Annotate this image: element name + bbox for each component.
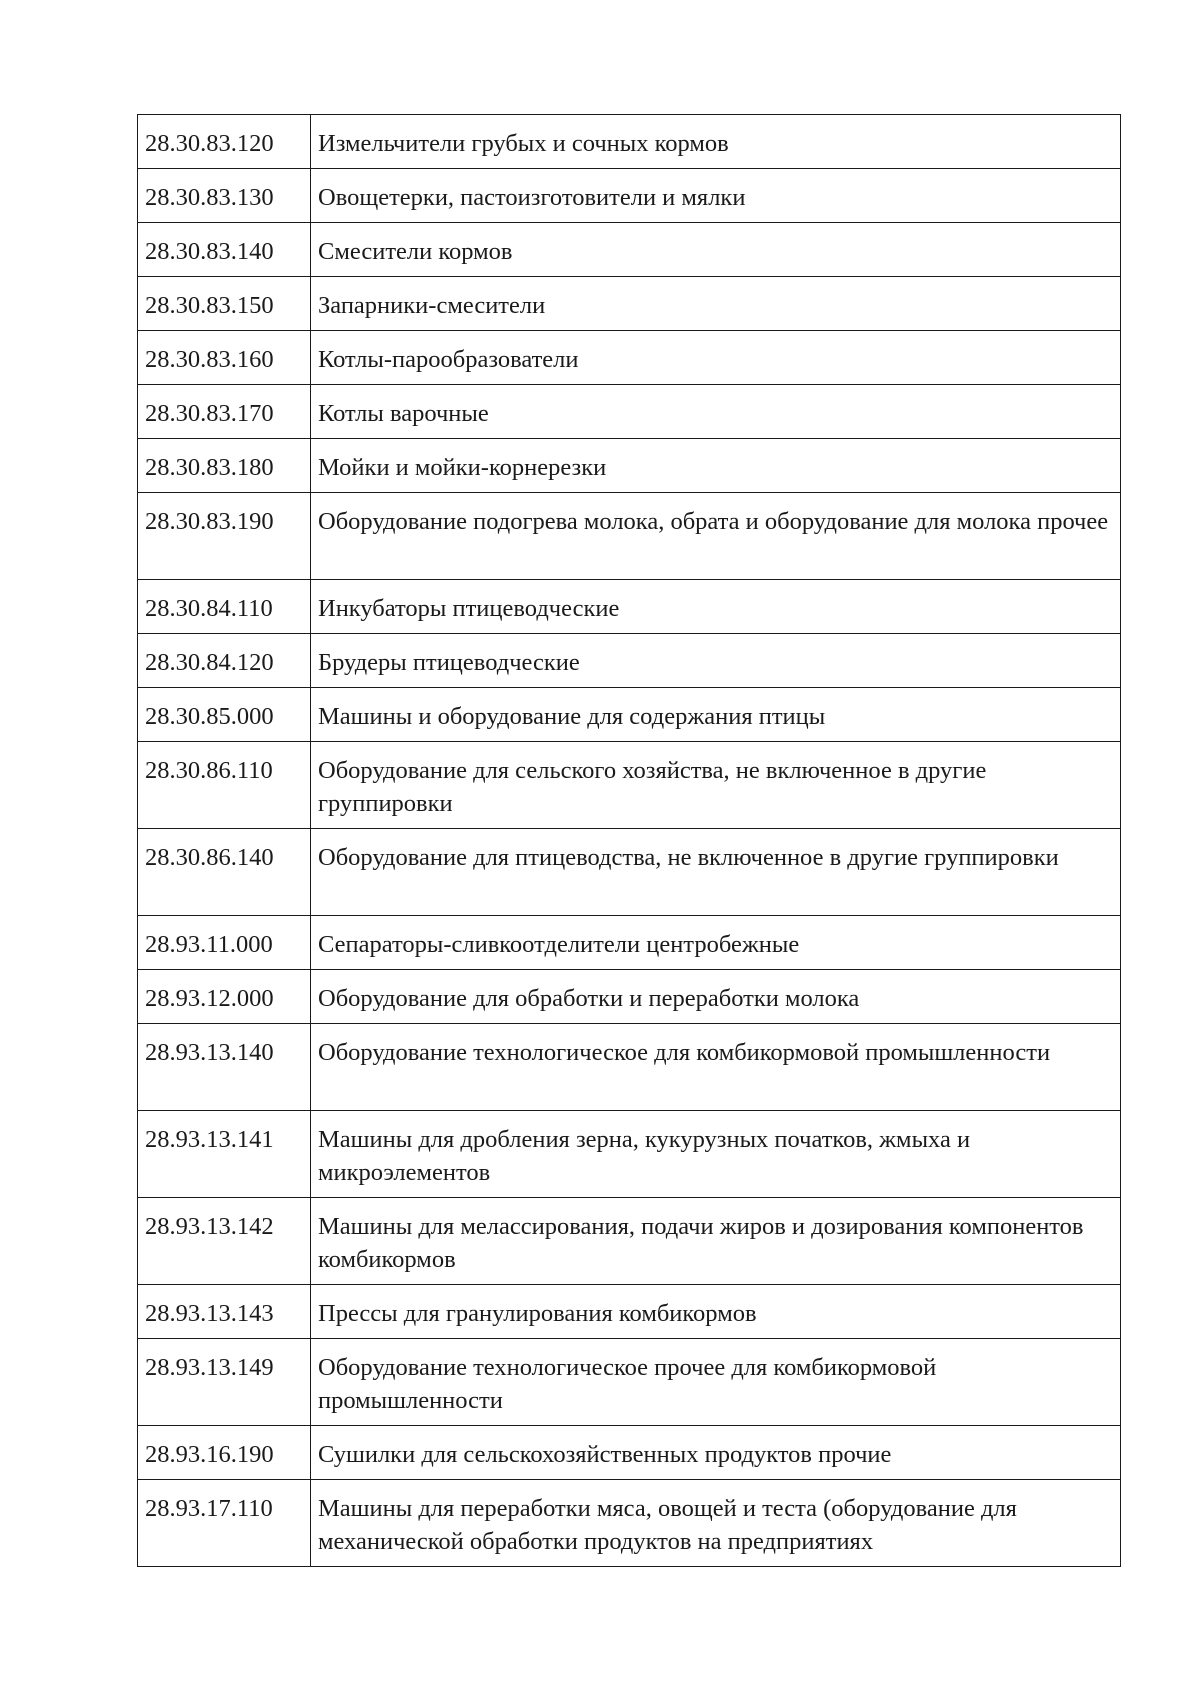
table-row [138,1480,1121,1567]
name-cell: Овощетерки, пастоизготовители и мялки [311,169,1121,223]
code-cell: 28.93.13.149 [138,1339,311,1426]
code-cell: 28.93.11.000 [138,916,311,970]
name-cell: Сепараторы-сливкоотделители центробежные [311,916,1121,970]
table-row [138,223,1121,277]
code-cell: 28.30.83.140 [138,223,311,277]
code-cell: 28.93.13.142 [138,1198,311,1285]
table-row [138,1111,1121,1198]
code-cell: 28.93.13.140 [138,1024,311,1111]
code-cell: 28.30.83.170 [138,385,311,439]
table-row [138,688,1121,742]
table-row [138,580,1121,634]
table-row [138,331,1121,385]
code-cell: 28.30.86.110 [138,742,311,829]
table-row [138,1198,1121,1285]
code-cell: 28.30.83.160 [138,331,311,385]
code-cell: 28.30.84.120 [138,634,311,688]
table-row [138,493,1121,580]
name-cell: Смесители кормов [311,223,1121,277]
table-row [138,916,1121,970]
name-cell: Прессы для гранулирования комбикормов [311,1285,1121,1339]
table-row [138,970,1121,1024]
table-row [138,115,1121,169]
table-row [138,277,1121,331]
name-cell: Запарники-смесители [311,277,1121,331]
code-cell: 28.93.17.110 [138,1480,311,1567]
name-cell: Мойки и мойки-корнерезки [311,439,1121,493]
name-cell: Инкубаторы птицеводческие [311,580,1121,634]
table-row [138,169,1121,223]
code-cell: 28.93.13.141 [138,1111,311,1198]
name-cell: Оборудование подогрева молока, обрата и оборудование для молока прочее [311,493,1121,580]
table-row [138,1426,1121,1480]
name-cell: Сушилки для сельскохозяйственных продуктов прочие [311,1426,1121,1480]
table-row [138,742,1121,829]
code-cell: 28.30.83.190 [138,493,311,580]
name-cell: Машины для мелассирования, подачи жиров и дозирования компонентов комбикормов [311,1198,1121,1285]
name-cell: Оборудование для обработки и переработки молока [311,970,1121,1024]
code-cell: 28.30.86.140 [138,829,311,916]
name-cell: Оборудование технологическое для комбикормовой промышленности [311,1024,1121,1111]
code-cell: 28.93.12.000 [138,970,311,1024]
code-cell: 28.30.83.150 [138,277,311,331]
table-row [138,1285,1121,1339]
table-row [138,439,1121,493]
table-row [138,829,1121,916]
name-cell: Машины для дробления зерна, кукурузных початков, жмыха и микроэлементов [311,1111,1121,1198]
table-row [138,1024,1121,1111]
code-cell: 28.93.16.190 [138,1426,311,1480]
table-row [138,1339,1121,1426]
code-cell: 28.30.84.110 [138,580,311,634]
table-row [138,385,1121,439]
code-cell: 28.30.83.130 [138,169,311,223]
table-row [138,634,1121,688]
product-code-table [137,114,1121,1567]
code-cell: 28.30.85.000 [138,688,311,742]
name-cell: Оборудование для птицеводства, не включенное в другие группировки [311,829,1121,916]
name-cell: Брудеры птицеводческие [311,634,1121,688]
name-cell: Оборудование технологическое прочее для комбикормовой промышленности [311,1339,1121,1426]
name-cell: Машины для переработки мяса, овощей и теста (оборудование для механической обработки продуктов на предприятиях [311,1480,1121,1567]
name-cell: Измельчители грубых и сочных кормов [311,115,1121,169]
name-cell: Котлы-парообразователи [311,331,1121,385]
code-cell: 28.93.13.143 [138,1285,311,1339]
name-cell: Машины и оборудование для содержания птицы [311,688,1121,742]
code-cell: 28.30.83.120 [138,115,311,169]
code-cell: 28.30.83.180 [138,439,311,493]
name-cell: Оборудование для сельского хозяйства, не включенное в другие группировки [311,742,1121,829]
name-cell: Котлы варочные [311,385,1121,439]
